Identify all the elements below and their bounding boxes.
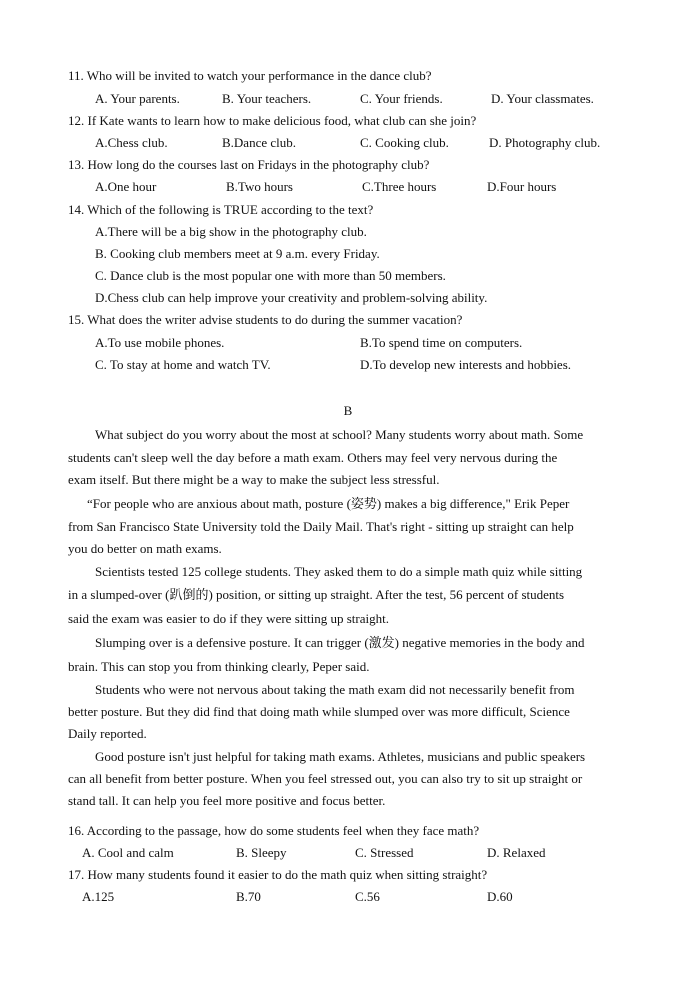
passage-line: Slumping over is a defensive posture. It can trigger (激发) negative memories in the body and bbox=[95, 635, 585, 650]
question-14-option-a: A.There will be a big show in the photography club. bbox=[95, 224, 367, 239]
passage-line: can all benefit from better posture. When you feel stressed out, you can also try to sit up straight or bbox=[68, 771, 583, 786]
question-12-option-c: C. Cooking club. bbox=[360, 135, 449, 150]
question-14-option-c: C. Dance club is the most popular one with more than 50 members. bbox=[95, 268, 446, 283]
question-16-option-d: D. Relaxed bbox=[487, 845, 546, 860]
question-13-stem: 13. How long do the courses last on Fridays in the photography club? bbox=[68, 157, 430, 172]
question-12-option-a: A.Chess club. bbox=[95, 135, 168, 150]
question-15-option-c: C. To stay at home and watch TV. bbox=[95, 357, 271, 372]
question-16-stem: 16. According to the passage, how do some students feel when they face math? bbox=[68, 823, 480, 838]
question-13-option-b: B.Two hours bbox=[226, 179, 293, 194]
passage-line: better posture. But they did find that doing math while slumped over was more difficult, Science bbox=[68, 704, 570, 719]
passage-line: exam itself. But there might be a way to make the subject less stressful. bbox=[68, 472, 440, 487]
question-15-stem: 15. What does the writer advise students to do during the summer vacation? bbox=[68, 312, 463, 327]
question-16-option-c: C. Stressed bbox=[355, 845, 414, 860]
question-13-option-c: C.Three hours bbox=[362, 179, 437, 194]
question-13-option-d: D.Four hours bbox=[487, 179, 557, 194]
question-13-option-a: A.One hour bbox=[95, 179, 157, 194]
question-16-option-b: B. Sleepy bbox=[236, 845, 287, 860]
question-17-stem: 17. How many students found it easier to do the math quiz when sitting straight? bbox=[68, 867, 488, 882]
question-17-option-d: D.60 bbox=[487, 889, 513, 904]
passage-line: in a slumped-over (趴倒的) position, or sitting up straight. After the test, 56 percent of students bbox=[68, 587, 565, 602]
question-15-option-a: A.To use mobile phones. bbox=[95, 335, 225, 350]
passage-line: Good posture isn't just helpful for taking math exams. Athletes, musicians and public speakers bbox=[95, 749, 586, 764]
passage-line: stand tall. It can help you feel more positive and focus better. bbox=[68, 793, 386, 808]
question-14-option-b: B. Cooking club members meet at 9 a.m. every Friday. bbox=[95, 246, 380, 261]
passage-line: from San Francisco State University told the Daily Mail. That's right - sitting up straight can help bbox=[68, 519, 574, 534]
passage-line: Scientists tested 125 college students. They asked them to do a simple math quiz while sitting bbox=[95, 564, 583, 579]
question-15-option-d: D.To develop new interests and hobbies. bbox=[360, 357, 572, 372]
question-14-stem: 14. Which of the following is TRUE according to the text? bbox=[68, 202, 374, 217]
question-14-option-d: D.Chess club can help improve your creativity and problem-solving ability. bbox=[95, 290, 488, 305]
passage-line: Students who were not nervous about taking the math exam did not necessarily benefit from bbox=[95, 682, 575, 697]
passage-line: students can't sleep well the day before a math exam. Others may feel very nervous during the bbox=[68, 450, 558, 465]
passage-line: Daily reported. bbox=[68, 726, 147, 741]
question-11-option-c: C. Your friends. bbox=[360, 91, 443, 106]
question-12-option-b: B.Dance club. bbox=[222, 135, 297, 150]
question-11-option-d: D. Your classmates. bbox=[491, 91, 594, 106]
passage-line: you do better on math exams. bbox=[68, 541, 222, 556]
question-11-stem: 11. Who will be invited to watch your performance in the dance club? bbox=[68, 68, 432, 83]
passage-line: What subject do you worry about the most at school? Many students worry about math. Some bbox=[95, 427, 584, 442]
question-17-option-b: B.70 bbox=[236, 889, 261, 904]
question-12-stem: 12. If Kate wants to learn how to make delicious food, what club can she join? bbox=[68, 113, 477, 128]
question-12-option-d: D. Photography club. bbox=[489, 135, 601, 150]
passage-line: brain. This can stop you from thinking clearly, Peper said. bbox=[68, 659, 370, 674]
question-11-option-a: A. Your parents. bbox=[95, 91, 180, 106]
question-16-option-a: A. Cool and calm bbox=[82, 845, 174, 860]
section-b-heading: B bbox=[343, 403, 353, 418]
question-17-option-c: C.56 bbox=[355, 889, 380, 904]
question-17-option-a: A.125 bbox=[82, 889, 115, 904]
passage-line: said the exam was easier to do if they were sitting up straight. bbox=[68, 611, 389, 626]
question-11-option-b: B. Your teachers. bbox=[222, 91, 312, 106]
question-15-option-b: B.To spend time on computers. bbox=[360, 335, 523, 350]
passage-line: “For people who are anxious about math, posture (姿势) makes a big difference," Erik Peper bbox=[87, 496, 570, 511]
